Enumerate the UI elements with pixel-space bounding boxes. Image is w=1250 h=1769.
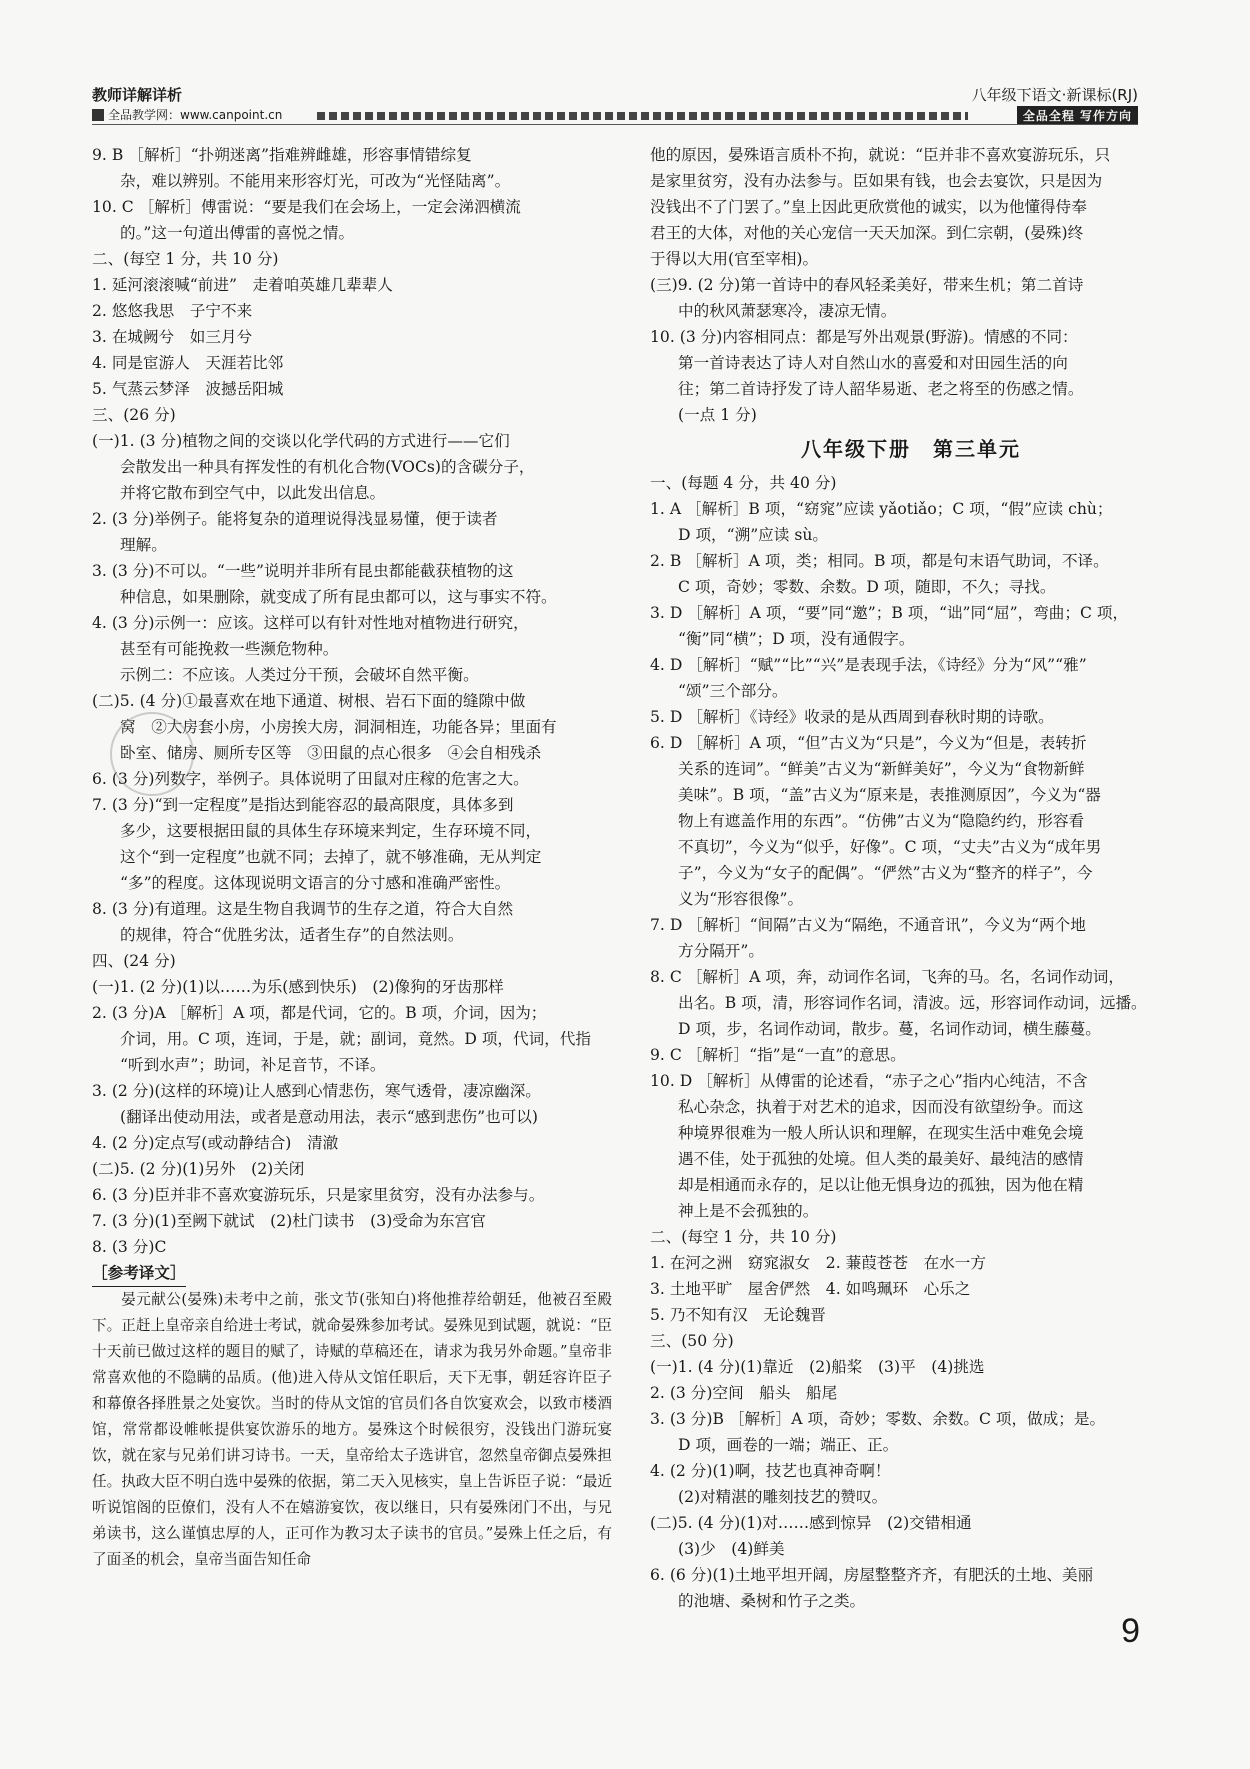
answer-line: 1. A ［解析］B 项，“窈窕”应读 yǎotiǎo；C 项，“假”应读 chù；: [650, 500, 1113, 518]
answer-line: 10. C ［解析］傅雷说：“要是我们在会场上，一定会涕泗横流: [92, 198, 521, 216]
answer-line: 4. (3 分)示例一：应该。这样可以有针对性地对植物进行研究，: [92, 614, 529, 632]
answer-line: C 项，奇妙；零数、余数。D 项，随即，不久；寻找。: [678, 578, 1056, 596]
answer-line: 8. (3 分)有道理。这是生物自我调节的生存之道，符合大自然: [92, 900, 514, 918]
answer-line: 3. (3 分)不可以。“一些”说明并非所有昆虫都能截获植物的这: [92, 562, 514, 580]
answer-line: (二)5. (2 分)(1)另外 (2)关闭: [92, 1160, 305, 1178]
answer-line: 4. 同是宦游人 天涯若比邻: [92, 354, 284, 372]
header-left-title: 教师详解详析: [92, 86, 183, 104]
answer-line: 种境界很难为一般人所认识和理解，在现实生活中难免会境: [678, 1124, 1084, 1142]
answer-line: 卧室、储房、厕所专区等 ③田鼠的点心很多 ④会自相残杀: [120, 744, 542, 762]
unit-title: 八年级下册 第三单元: [801, 437, 1021, 461]
answer-line: 出名。B 项，清，形容词作名词，清波。远，形容词作动词，远播。: [678, 994, 1147, 1012]
answer-line: 君王的大体，对他的关心宠信一天天加深。到仁宗朝，(晏殊)终: [650, 224, 1084, 242]
answer-line: 3. 在城阙兮 如三月兮: [92, 328, 253, 346]
answer-line: 4. (2 分)定点写(或动静结合) 清澈: [92, 1134, 339, 1152]
answer-line: 神上是不会孤独的。: [678, 1202, 819, 1220]
answer-line: 9. B ［解析］“扑朔迷离”指难辨雌雄，形容事情错综复: [92, 146, 472, 164]
answer-line: 美味”。B 项，“盖”古义为“原来是，表推测原因”，今义为“器: [678, 786, 1101, 804]
answer-line: 7. D ［解析］“间隔”古义为“隔绝，不通音讯”，今义为“两个地: [650, 916, 1086, 934]
answer-line: 私心杂念，执着于对艺术的追求，因而没有欲望纷争。而这: [678, 1098, 1084, 1116]
answer-line: “衡”同“横”；D 项，没有通假字。: [678, 630, 915, 648]
section-heading: 二、(每空 1 分，共 10 分): [92, 250, 279, 268]
answer-line: 6. (6 分)(1)土地平坦开阔，房屋整整齐齐，有肥沃的土地、美丽: [650, 1566, 1094, 1584]
answer-line: 窝 ②大房套小房，小房挨大房，洞洞相连，功能各异；里面有: [120, 718, 557, 736]
answer-line: 7. (3 分)(1)至阙下就试 (2)杜门读书 (3)受命为东宫官: [92, 1212, 486, 1230]
reference-translation: 晏元献公(晏殊)未考中之前，张文节(张知白)将他推荐给朝廷，他被召至殿下。正赶上皇帝亲自给进士考试，就命晏殊参加考试。晏殊见到试题，就说：“臣十天前已做过这样的题目的赋了，诗赋的草稿还在，请求为我另外命题。”皇帝非常喜欢他的不隐瞒的品质。(他)进入侍从文馆任职后，天下无事，朝廷容许臣子和幕僚各择胜景之处宴饮。当时的侍从文馆的官员们各自饮宴欢会，以致市楼酒馆，常常都设帷帐提供宴饮游乐的地方。晏殊这个时候很穷，没钱出门游玩宴饮，就在家与兄弟们讲习诗书。一天，皇帝给太子选讲官，忽然皇帝御点晏殊担任。执政大臣不明白选中晏殊的依据，第二天入见核实，皇上告诉臣子说：“最近听说馆阁的臣僚们，没有人不在嬉游宴饮，夜以继日，只有晏殊闭门不出，与兄弟读书，这么谨慎忠厚的人，正可作为教习太子读书的官员。”晏殊上任之后，有了面圣的机会，皇帝当面告知任命: [92, 1291, 612, 1568]
right-column: [650, 142, 1172, 1614]
answer-line: 8. C ［解析］A 项，奔，动词作名词，飞奔的马。名，名词作动词，: [650, 968, 1124, 986]
reference-title: ［参考译文］: [92, 1260, 186, 1287]
answer-line: 理解。: [120, 536, 167, 554]
answer-line: (一)1. (4 分)(1)靠近 (2)船桨 (3)平 (4)挑选: [650, 1358, 985, 1376]
answer-line: D 项，画卷的一端；端正、正。: [678, 1436, 899, 1454]
answer-line: 3. D ［解析］A 项，“要”同“邀”；B 项，“诎”同“屈”，弯曲；C 项，: [650, 604, 1129, 622]
answer-line: 中的秋风萧瑟寒冷，凄凉无情。: [678, 302, 897, 320]
header-right-title: 八年级下语文·新课标(RJ): [971, 86, 1138, 104]
answer-line: 第一首诗表达了诗人对自然山水的喜爱和对田园生活的向: [678, 354, 1068, 372]
answer-line: 3. (3 分)B ［解析］A 项，奇妙；零数、余数。C 项，做成；是。: [650, 1410, 1106, 1428]
answer-line: 5. 乃不知有汉 无论魏晋: [650, 1306, 826, 1324]
answer-line: 没钱出不了门罢了。”皇上因此更欣赏他的诚实，以为他懂得侍奉: [650, 198, 1087, 216]
answer-line: 义为“形容很像”。: [678, 890, 804, 908]
watermark-stamp: [110, 712, 194, 796]
answer-line: 多少，这要根据田鼠的具体生存环境来判定，生存环境不同，: [120, 822, 542, 840]
answer-line: “多”的程度。这体现说明文语言的分寸感和准确严密性。: [120, 874, 511, 892]
answer-line: 3. 土地平旷 屋舍俨然 4. 如鸣珮环 心乐之: [650, 1280, 971, 1298]
answer-line: (二)5. (4 分)①最喜欢在地下通道、树根、岩石下面的缝隙中做: [92, 692, 526, 710]
section-heading: 三、(26 分): [92, 406, 176, 424]
section-heading: 四、(24 分): [92, 952, 176, 970]
section-heading: 三、(50 分): [650, 1332, 734, 1350]
answer-line: 的规律，符合“优胜劣汰，适者生存”的自然法则。: [120, 926, 464, 944]
header-rule: [92, 124, 1138, 125]
answer-line: 7. (3 分)“到一定程度”是指达到能容忍的最高限度，具体多到: [92, 796, 514, 814]
answer-line: 3. (2 分)(这样的环境)让人感到心情悲伤，寒气透骨，凄凉幽深。: [92, 1082, 541, 1100]
answer-line: (三)9. (2 分)第一首诗中的春风轻柔美好，带来生机；第二首诗: [650, 276, 1084, 294]
answer-line: 1. 延河滚滚喊“前进” 走着咱英雄几辈辈人: [92, 276, 393, 294]
answer-line: 5. 气蒸云梦泽 波撼岳阳城: [92, 380, 284, 398]
answer-line: (一)1. (2 分)(1)以……为乐(感到快乐) (2)像狗的牙齿那样: [92, 978, 504, 996]
answer-line: (2)对精湛的雕刻技艺的赞叹。: [678, 1488, 888, 1506]
answer-line: 8. (3 分)C: [92, 1238, 167, 1256]
answer-line: 4. (2 分)(1)啊，技艺也真神奇啊！: [650, 1462, 891, 1480]
section-heading: 一、(每题 4 分，共 40 分): [650, 474, 837, 492]
left-column: [92, 142, 612, 1573]
answer-line: 2. (3 分)空间 船头 船尾: [650, 1384, 838, 1402]
header-site-text: 全品教学网：www.canpoint.cn: [108, 108, 283, 122]
answer-line: (翻译出使动用法，或者是意动用法，表示“感到悲伤”也可以): [120, 1108, 538, 1126]
answer-line: 2. 悠悠我思 子宁不来: [92, 302, 253, 320]
header-stripe: [317, 112, 968, 120]
page-number: 9: [1121, 1612, 1140, 1650]
answer-line: 甚至有可能挽救一些濒危物种。: [120, 640, 339, 658]
answer-line: 并将它散布到空气中，以此发出信息。: [120, 484, 386, 502]
answer-line: 10. (3 分)内容相同点：都是写外出观景(野游)。情感的不同：: [650, 328, 1078, 346]
answer-line: 1. 在河之洲 窈窕淑女 2. 蒹葭苍苍 在水一方: [650, 1254, 986, 1272]
answer-line: “听到水声”；助词，补足音节，不译。: [120, 1056, 386, 1074]
section-heading: 二、(每空 1 分，共 10 分): [650, 1228, 837, 1246]
answer-line: (3)少 (4)鲜美: [678, 1540, 785, 1558]
answer-line: 遇不佳，处于孤独的处境。但人类的最美好、最纯洁的感情: [678, 1150, 1084, 1168]
header-site: [92, 106, 282, 123]
answer-line: 9. C ［解析］“指”是“一直”的意思。: [650, 1046, 906, 1064]
answer-line: 2. B ［解析］A 项，类；相同。B 项，都是句末语气助词，不译。: [650, 552, 1109, 570]
answer-line: “颂”三个部分。: [678, 682, 788, 700]
answer-line: (二)5. (4 分)(1)对……感到惊异 (2)交错相通: [650, 1514, 972, 1532]
answer-line: 子”，今义为“女子的配偶”。“俨然”古义为“整齐的样子”，今: [678, 864, 1093, 882]
answer-line: 是家里贫穷，没有办法参与。臣如果有钱，也会去宴饮，只是因为: [650, 172, 1103, 190]
header-brand: 全品全程 写作方向: [1017, 106, 1138, 125]
answer-line: D 项，步，名词作动词，散步。蔓，名词作动词，横生藤蔓。: [678, 1020, 1101, 1038]
answer-line: 的。”这一句道出傅雷的喜悦之情。: [120, 224, 355, 242]
site-logo-icon: [92, 109, 104, 121]
answer-line: 6. (3 分)臣并非不喜欢宴游玩乐，只是家里贫穷，没有办法参与。: [92, 1186, 545, 1204]
answer-line: 他的原因，晏殊语言质朴不拘，就说：“臣并非不喜欢宴游玩乐，只: [650, 146, 1111, 164]
answer-line: 却是相通而永存的，足以让他无惧身边的孤独，因为他在精: [678, 1176, 1084, 1194]
page-header: [92, 84, 1138, 126]
answer-line: 这个“到一定程度”也就不同；去掉了，就不够准确，无从判定: [120, 848, 542, 866]
answer-line: 关系的连词”。“鲜美”古义为“新鲜美好”，今义为“食物新鲜: [678, 760, 1085, 778]
answer-line: D 项，“溯”应读 sù。: [678, 526, 828, 544]
answer-line: 介词，用。C 项，连词，于是，就；副词，竟然。D 项，代词，代指: [120, 1030, 591, 1048]
answer-line: (一)1. (3 分)植物之间的交谈以化学代码的方式进行——它们: [92, 432, 510, 450]
answer-line: 种信息，如果删除，就变成了所有昆虫都可以，这与事实不符。: [120, 588, 557, 606]
answer-line: 会散发出一种具有挥发性的有机化合物(VOCs)的含碳分子，: [120, 458, 535, 476]
answer-line: 示例二：不应该。人类过分干预，会破坏自然平衡。: [120, 666, 479, 684]
answer-line: 方分隔开”。: [678, 942, 764, 960]
answer-line: 于得以大用(官至宰相)。: [650, 250, 819, 268]
answer-line: 2. (3 分)A ［解析］A 项，都是代词，它的。B 项，介词，因为；: [92, 1004, 547, 1022]
answer-line: 往；第二首诗抒发了诗人韶华易逝、老之将至的伤感之情。: [678, 380, 1084, 398]
answer-line: 4. D ［解析］“赋”“比”“兴”是表现手法，《诗经》分为“风”“雅”: [650, 656, 1087, 674]
answer-line: 6. D ［解析］A 项，“但”古义为“只是”，今义为“但是，表转折: [650, 734, 1087, 752]
answer-line: 10. D ［解析］从傅雷的论述看，“赤子之心”指内心纯洁，不含: [650, 1072, 1088, 1090]
answer-line: 杂，难以辨别。不能用来形容灯光，可改为“光怪陆离”。: [120, 172, 511, 190]
answer-line: 5. D ［解析］《诗经》收录的是从西周到春秋时期的诗歌。: [650, 708, 1054, 726]
answer-line: 2. (3 分)举例子。能将复杂的道理说得浅显易懂，便于读者: [92, 510, 498, 528]
answer-line: (一点 1 分): [678, 406, 757, 424]
answer-line: 不真切”，今义为“似乎，好像”。C 项，“丈夫”古义为“成年男: [678, 838, 1102, 856]
answer-line: 物上有遮盖作用的东西”。“仿佛”古义为“隐隐约约，形容看: [678, 812, 1085, 830]
answer-line: 6. (3 分)列数字，举例子。具体说明了田鼠对庄稼的危害之大。: [92, 770, 529, 788]
answer-line: 的池塘、桑树和竹子之类。: [678, 1592, 866, 1610]
